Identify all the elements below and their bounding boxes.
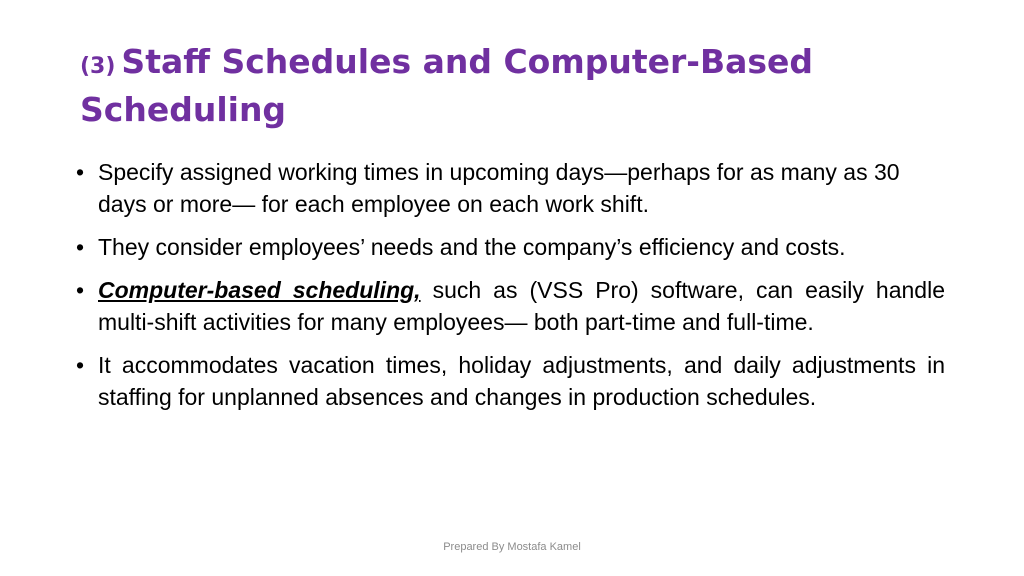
bullet-marker: •	[76, 277, 85, 303]
title-number: (3)	[80, 54, 116, 79]
bullet-list	[73, 156, 945, 424]
bullet-marker: •	[76, 352, 85, 378]
bullet-item	[73, 156, 945, 220]
bullet-item	[73, 231, 945, 263]
bullet-text: such as (VSS Pro) software, can easily handle multi-shift activities for many employees— both part-time and full-time.	[98, 277, 945, 335]
bullet-text: It accommodates vacation times, holiday adjustments, and daily adjustments in staffing for unplanned absences and changes in production schedules.	[98, 352, 945, 410]
bullet-text: Specify assigned working times in upcoming days—perhaps for as many as 30 days or more— for each employee on each work shift.	[98, 159, 900, 217]
bullet-marker: •	[76, 159, 85, 185]
bullet-marker: •	[76, 234, 85, 260]
bullet-emphasis: Computer-based scheduling,	[98, 277, 421, 303]
bullet-item	[73, 349, 945, 413]
title-text: Staff Schedules and Computer-Based Scheduling	[80, 42, 814, 129]
slide-title	[80, 40, 980, 131]
slide-footer: Prepared By Mostafa Kamel	[443, 541, 581, 553]
bullet-text: They consider employees’ needs and the company’s efficiency and costs.	[98, 234, 846, 260]
bullet-item	[73, 274, 945, 338]
